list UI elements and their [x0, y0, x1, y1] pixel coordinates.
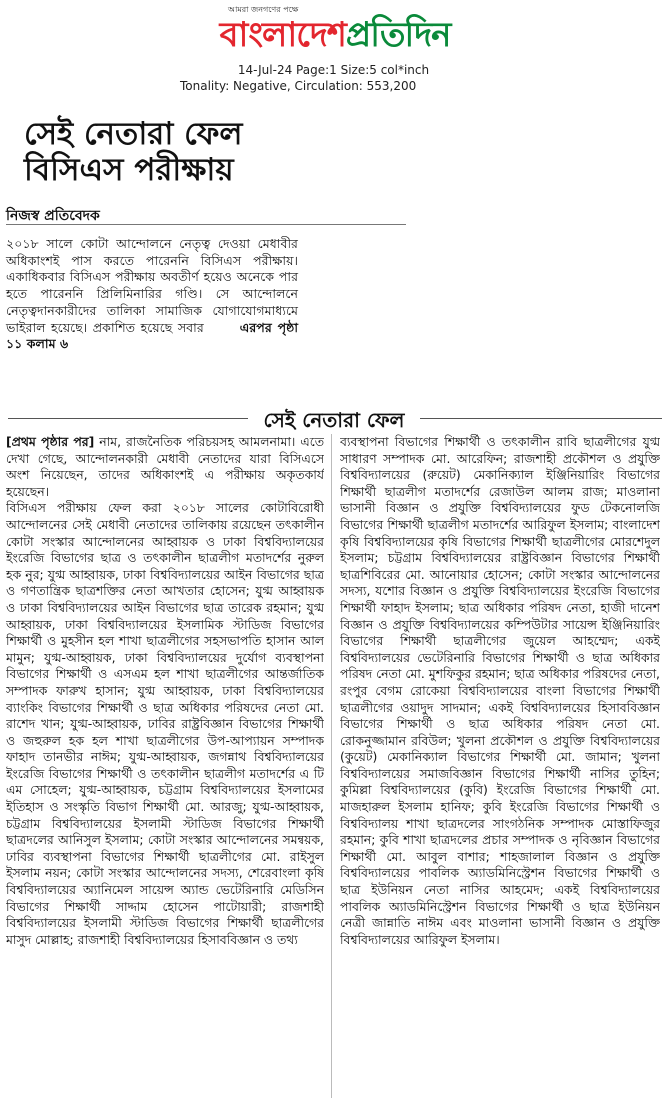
- body-paragraph-2: বিসিএস পরীক্ষায় ফেল করা ২০১৮ সালের কোটাবিরোধী আন্দোলনের সেই মেধাবী নেতাদের তালিকায় রয়েছেন তৎকালীন কোটা সংস্কার আন্দোলনের আহ্বায়ক ও ঢাকা বিশ্ববিদ্যালয়ের ইংরেজি বিভাগের ছাত্র ও তৎকালীন ছাত্রলীগ মতাদর্শের নুরুল হক নুর; যুগ্ম আহ্বায়ক, ঢাকা বিশ্ববিদ্যালয়ের আইন বিভাগের ছাত্র ও গণতান্ত্রিক ছাত্রশক্তির নেতা আখতার হোসেন; যুগ্ম আহ্বায়ক ও ঢাকা বিশ্ববিদ্যালয়ের আইন বিভাগের ছাত্র তারেক রহমান; যুগ্ম আহ্বায়ক, ঢাকা বিশ্ববিদ্যালয়ের ইসলামিক স্টাডিজ বিভাগের শিক্ষার্থী ও মুহসীন হল শাখা ছাত্রলীগের সহসভাপতি হাসান আল মামুন; যুগ্ম-আহ্বায়ক, ঢাকা বিশ্ববিদ্যালয়ের দুর্যোগ ব্যবস্থাপনা বিভাগের শিক্ষার্থী ও এসএম হল শাখা ছাত্রলীগের আন্তর্জাতিক সম্পাদক ফারুখ হাসান; যুগ্ম আহ্বায়ক, ঢাকা বিশ্ববিদ্যালয়ের ব্যাংকিং বিভাগের শিক্ষার্থী ও ছাত্র অধিকার পরিষদের নেতা মো. রাশেদ খান; যুগ্ম-আহ্বায়ক, ঢাবির রাষ্ট্রবিজ্ঞান বিভাগের শিক্ষার্থী ও জহুরুল হক হল শাখা ছাত্রলীগের উপ-আপ্যায়ন সম্পাদক ফাহাদ তানভীর নাঈম; যুগ্ম-আহ্বায়ক, জগন্নাথ বিশ্ববিদ্যালয়ের ইংরেজি বিভাগের শিক্ষার্থী ও তৎকালীন ছাত্রলীগ মতাদর্শের এ টি এম সোহেল; যুগ্ম-আহ্বায়ক, চট্টগ্রাম বিশ্ববিদ্যালয়ের ইসলামের ইতিহাস ও সংস্কৃতি বিভাগ শিক্ষার্থী মো. আরজু; যুগ্ম-আহ্বায়ক, চট্টগ্রাম বিশ্ববিদ্যালয়ের ইসলামী স্টাডিজ বিভাগের শিক্ষার্থী ছাত্রদলের আনিসুল ইসলাম; কোটা সংস্কার আন্দোলনের সমন্বয়ক, ঢাবির ব্যবস্থাপনা বিভাগের শিক্ষার্থী ছাত্রলীগের মো. রাইসুল ইসলাম নয়ন; কোটা সংস্কার আন্দোলনের সদস্য, শেরেবাংলা কৃষি বিশ্ববিদ্যালয়ের অ্যানিমেল সায়েন্স অ্যান্ড ভেটেরিনারি মেডিসিন বিভাগের শিক্ষার্থী সাদ্দাম হোসেন পাটোয়ারী; রাজশাহী বিশ্ববিদ্যালয়ের ইসলামী স্টাডিজ বিভাগের শিক্ষার্থী ছাত্রলীগের মাসুদ মোল্লাহ; রাজশাহী বিশ্ববিদ্যালয়ের হিসাববিজ্ঞান ও তথ্য: [6, 500, 324, 947]
- logo-part-green: প্রতিদিন: [345, 15, 451, 55]
- continuation-rule-right: [420, 418, 662, 419]
- column-divider: [331, 434, 332, 1098]
- logo-part-red: বাংলাদেশ: [219, 15, 346, 55]
- byline-divider: [6, 224, 406, 225]
- body-column-1: [6, 434, 324, 1098]
- masthead: [0, 0, 667, 100]
- continuation-rule-left: [8, 418, 248, 419]
- headline-line-1: সেই নেতারা ফেল: [24, 116, 243, 152]
- body-column-2: [340, 434, 660, 1098]
- lead-paragraph: [6, 236, 298, 353]
- jump-line: এরপর পৃষ্ঠা ১১ কলাম ৬: [6, 319, 298, 352]
- continuation-title: সেই নেতারা ফেল: [263, 408, 405, 432]
- byline: নিজস্ব প্রতিবেদক: [6, 208, 100, 224]
- masthead-tagline: আমরা জনগণের পক্ষে: [228, 5, 299, 14]
- body-paragraph-1: নাম, রাজনৈতিক পরিচয়সহ আমলনামা। এতে দেখা গেছে, আন্দোলনকারী মেধাবী নেতাদের যারা বিসিএসে অংশ নিয়েছেন, তাদের অধিকাংশই এ পরীক্ষায় অকৃতকার্য হয়েছেন।: [6, 434, 324, 499]
- body-paragraph-3: ব্যবস্থাপনা বিভাগের শিক্ষার্থী ও তৎকালীন রাবি ছাত্রলীগের যুগ্ম সাধারণ সম্পাদক মো. আরেফিন; রাজশাহী প্রকৌশল ও প্রযুক্তি বিশ্ববিদ্যালয়ের (রুয়েট) মেকানিক্যাল ইঞ্জিনিয়ারিং বিভাগের শিক্ষার্থী ছাত্রলীগ মতাদর্শের রেজাউল আলম রাজ; মাওলানা ভাসানী বিজ্ঞান ও প্রযুক্তি বিশ্ববিদ্যালয়ের ফুড টেকনোলজি বিভাগের শিক্ষার্থী ছাত্রলীগ মতাদর্শের আরিফুল ইসলাম; বাংলাদেশ কৃষি বিশ্ববিদ্যালয়ের কৃষি বিভাগের শিক্ষার্থী ছাত্রলীগের মোরশেদুল ইসলাম; চট্টগ্রাম বিশ্ববিদ্যালয়ের রাষ্ট্রবিজ্ঞান বিভাগের শিক্ষার্থী ছাত্রশিবিরের মো. আনোয়ার হোসেন; কোটা সংস্কার আন্দোলনের সদস্য, যশোর বিজ্ঞান ও প্রযুক্তি বিশ্ববিদ্যালয়ের ইংরেজি বিভাগের শিক্ষার্থী ফাহাদ ইসলাম; ছাত্র অধিকার পরিষদ নেতা, হাজী দানেশ বিজ্ঞান ও প্রযুক্তি বিশ্ববিদ্যালয়ের কম্পিউটার সায়েন্স ইঞ্জিনিয়ারিং বিভাগের শিক্ষার্থী ছাত্রলীগের জুয়েল আহম্মেদ; একই বিশ্ববিদ্যালয়ের ভেটেরিনারি বিভাগের শিক্ষার্থী ও ছাত্র অধিকার পরিষদ নেতা মো. মুশফিকুর রহমান; ছাত্র অধিকার পরিষদের নেতা, রংপুর বেগম রোকেয়া বিশ্ববিদ্যালয়ের বাংলা বিভাগের শিক্ষার্থী ছাত্রলীগের ওয়াদুদ সাদমান; একই বিশ্ববিদ্যালয়ের হিসাববিজ্ঞান বিভাগের শিক্ষার্থী ও ছাত্র অধিকার পরিষদ নেতা মো. রোকনুজ্জামান রবিউল; খুলনা প্রকৌশল ও প্রযুক্তি বিশ্ববিদ্যালয়ের (কুয়েট) মেকানিক্যাল বিভাগের শিক্ষার্থী মো. জামান; খুলনা বিশ্ববিদ্যালয়ের সমাজবিজ্ঞান বিভাগের শিক্ষার্থী নাসির তুহিন; কুমিল্লা বিশ্ববিদ্যালয়ের (কুবি) ইংরেজি বিভাগের শিক্ষার্থী মো. মাজহারুল ইসলাম হানিফ; কুবি ইংরেজি বিভাগের শিক্ষার্থী ও বিশ্ববিদ্যালয় শাখা ছাত্রদলের সাংগঠনিক সম্পাদক মোস্তাফিজুর রহমান; কুবি শাখা ছাত্রদলের প্রচার সম্পাদক ও নৃবিজ্ঞান বিভাগের শিক্ষার্থী মো. আবুল বাশার; শাহজালাল বিজ্ঞান ও প্রযুক্তি বিশ্ববিদ্যালয়ের পাবলিক অ্যাডমিনিস্ট্রেশন বিভাগের শিক্ষার্থী ও ছাত্র ইউনিয়ন নেতা নাসির আহমেদ; একই বিশ্ববিদ্যালয়ের পাবলিক অ্যাডমিনিস্ট্রেশন বিভাগের শিক্ষার্থী ও ছাত্র ইউনিয়ন নেত্রী জান্নাতি নাঈম এবং মাওলানা ভাসানী বিজ্ঞান ও প্রযুক্তি বিশ্ববিদ্যালয়ের আরিফুল ইসলাম।: [340, 434, 660, 947]
- continuation-header: [0, 404, 667, 434]
- article-headline: [24, 116, 424, 188]
- headline-line-2: বিসিএস পরীক্ষায়: [24, 152, 234, 188]
- clipping-meta-line2: Tonality: Negative, Circulation: 553,200: [180, 79, 417, 93]
- lead-text: ২০১৮ সালে কোটা আন্দোলনে নেতৃত্ব দেওয়া মেধাবীর অধিকাংশই পাস করতে পারেননি বিসিএস পরীক্ষায়। একাধিকবার বিসিএস পরীক্ষায় অবতীর্ণ হয়েও অনেকে পার হতে পারেননি প্রিলিমিনারির গণ্ডি। সে আন্দোলনে নেতৃত্বদানকারীদের তালিকা সামাজিক যোগাযোগমাধ্যমে ভাইরাল হয়েছে। প্রকাশিত হয়েছে সবার: [6, 236, 298, 335]
- clipping-meta-line1: 14-Jul-24 Page:1 Size:5 col*inch: [237, 63, 430, 77]
- continuation-marker: [প্রথম পৃষ্ঠার পর]: [6, 434, 95, 449]
- newspaper-logo: [200, 12, 470, 58]
